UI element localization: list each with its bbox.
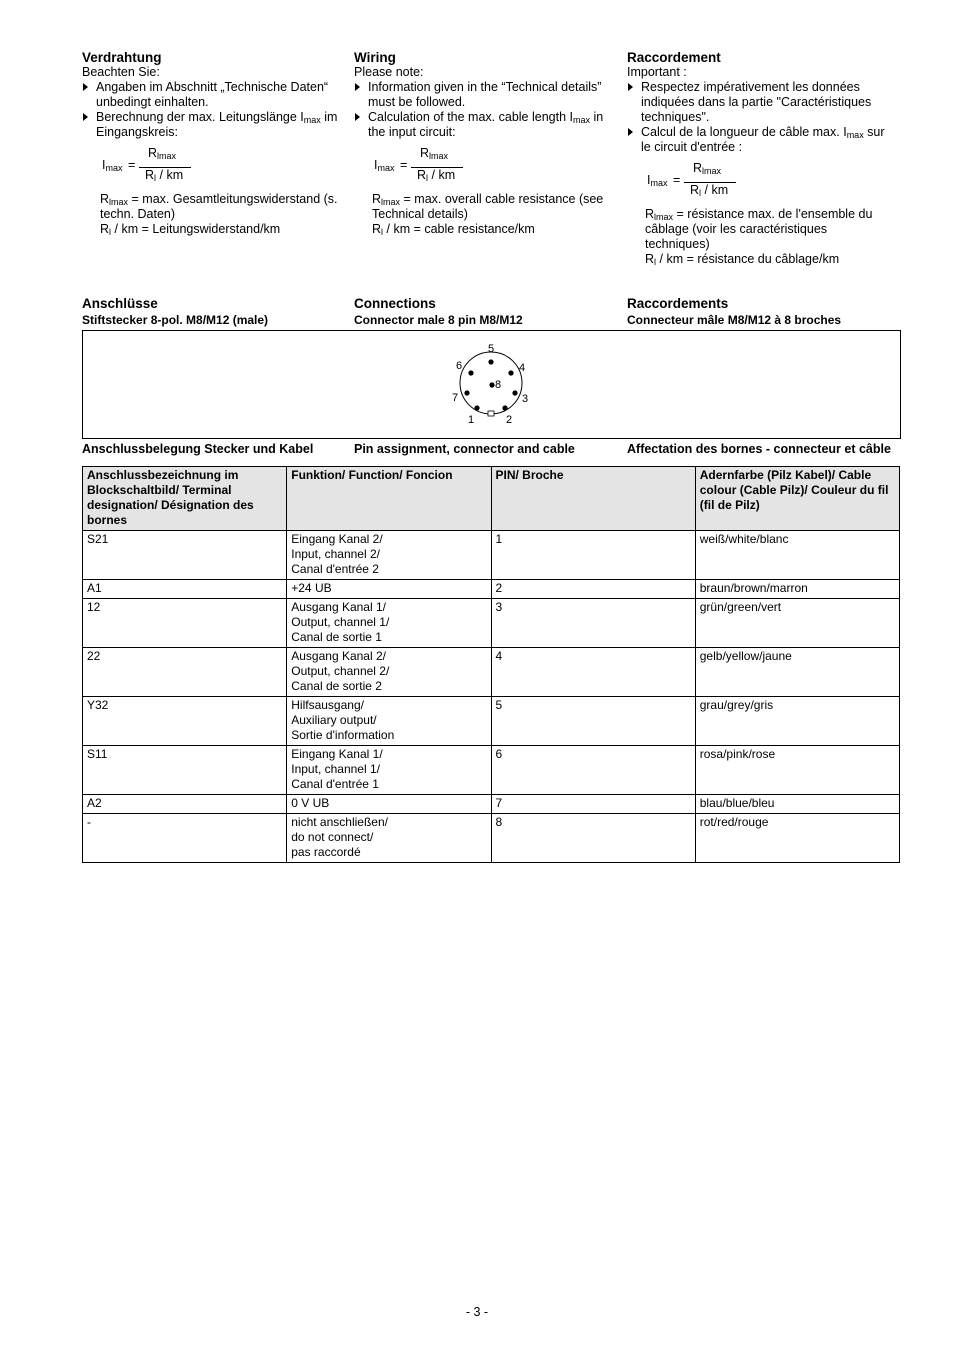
formula: $I_{max}$ = $R_{lmax}$ $R_l$ / km [82, 146, 340, 192]
cell-function: Ausgang Kanal 1/ Output, channel 1/ Canal de sortie 1 [287, 599, 491, 648]
cell-colour: weiß/white/blanc [695, 531, 899, 580]
table-row [83, 746, 900, 795]
wiring-column-fr [627, 50, 885, 267]
pin-label-7: 7 [452, 392, 459, 404]
pin-label-1: 1 [468, 414, 475, 426]
cell-function: Eingang Kanal 1/ Input, channel 1/ Canal d'entrée 1 [287, 746, 491, 795]
pin-assignment-table [82, 466, 900, 863]
table-row [83, 599, 900, 648]
caption-de: Anschlussbelegung Stecker und Kabel [82, 442, 314, 456]
cell-terminal: 22 [83, 648, 287, 697]
column-header-colour: Adernfarbe (Pilz Kabel)/ Cable colour (Cable Pilz)/ Couleur du fil (fil de Pilz) [695, 467, 899, 531]
list-item: Calculation of the max. cable length $I_{max}$ in the input circuit: [354, 110, 612, 140]
cell-terminal: - [83, 814, 287, 863]
pin-1 [474, 405, 479, 410]
cell-pin: 8 [491, 814, 695, 863]
note: Please note: [354, 65, 424, 79]
pin-label-6: 6 [456, 360, 463, 372]
cell-pin: 4 [491, 648, 695, 697]
table-row [83, 531, 900, 580]
pin-label-3: 3 [522, 393, 529, 405]
cell-terminal: S11 [83, 746, 287, 795]
definitions: $R_{lmax}$ = résistance max. de l'ensemble du câblage (voir les caractéristiques techniques) $R_l$ / km = résistance du câblage/km [645, 207, 873, 267]
pin-7 [464, 390, 469, 395]
table-row [83, 814, 900, 863]
cell-function: Eingang Kanal 2/ Input, channel 2/ Canal d'entrée 2 [287, 531, 491, 580]
connections-header-en: Connections Connector male 8 pin M8/M12 [354, 296, 523, 327]
list-item: Respectez impérativement les données indiquées dans la partie "Caractéristiques techniques". [627, 80, 885, 125]
section-title: Raccordement [627, 50, 721, 65]
list-item: Information given in the “Technical details” must be followed. [354, 80, 612, 110]
cell-function: +24 UB [287, 580, 491, 599]
cell-colour: rot/red/rouge [695, 814, 899, 863]
bullet-arrow-icon [628, 83, 633, 91]
page-number: - 3 - [465, 1305, 489, 1319]
cell-pin: 6 [491, 746, 695, 795]
bullet-arrow-icon [355, 113, 360, 121]
pin-3 [512, 390, 517, 395]
connector-key [488, 411, 494, 416]
pin-8 [489, 382, 494, 387]
cell-pin: 2 [491, 580, 695, 599]
cell-pin: 3 [491, 599, 695, 648]
cell-colour: rosa/pink/rose [695, 746, 899, 795]
cell-function: nicht anschließen/ do not connect/ pas raccordé [287, 814, 491, 863]
column-header-terminal: Anschlussbezeichnung im Blockschaltbild/ Terminal designation/ Désignation des bornes [83, 467, 287, 531]
cell-pin: 5 [491, 697, 695, 746]
list-item: Angaben im Abschnitt „Technische Daten“ unbedingt einhalten. [82, 80, 340, 110]
definitions: $R_{lmax} = \max$. Gesamtleitungswiderstand (s. techn. Daten) $R_l$ / km = Leitungswiderstand/km [100, 192, 338, 237]
cell-terminal: S21 [83, 531, 287, 580]
column-header-pin: PIN/ Broche [491, 467, 695, 531]
cell-colour: grau/grey/gris [695, 697, 899, 746]
note: Beachten Sie: [82, 65, 160, 79]
pin-6 [468, 370, 473, 375]
connections-header-fr: Raccordements Connecteur mâle M8/M12 à 8 broches [627, 296, 842, 327]
cell-terminal: Y32 [83, 697, 287, 746]
section-title: Verdrahtung [82, 50, 162, 65]
list-item: Calcul de la longueur de câble max. $I_{max}$ sur le circuit d'entrée : [627, 125, 885, 155]
cell-colour: braun/brown/marron [695, 580, 899, 599]
bullet-arrow-icon [628, 128, 633, 136]
cell-terminal: A1 [83, 580, 287, 599]
cell-pin: 1 [491, 531, 695, 580]
cell-function: Hilfsausgang/ Auxiliary output/ Sortie d'information [287, 697, 491, 746]
caption-fr: Affectation des bornes - connecteur et câble [627, 442, 891, 456]
cell-terminal: 12 [83, 599, 287, 648]
cell-colour: gelb/yellow/jaune [695, 648, 899, 697]
formula: $I_{max}$ = $R_{lmax}$ $R_l$ / km [627, 161, 885, 207]
pin-4 [508, 370, 513, 375]
table-row [83, 697, 900, 746]
wiring-column-de [82, 50, 340, 237]
formula: $I_{max}$ = $R_{lmax}$ $R_l$ / km [354, 146, 612, 192]
pin-label-5: 5 [488, 343, 495, 355]
pin-5 [488, 359, 493, 364]
cell-colour: blau/blue/bleu [695, 795, 899, 814]
cell-function: 0 V UB [287, 795, 491, 814]
connector-pinout-svg [83, 331, 900, 438]
connector-diagram [82, 330, 901, 439]
table-row [83, 795, 900, 814]
caption-en: Pin assignment, connector and cable [354, 442, 575, 456]
cell-terminal: A2 [83, 795, 287, 814]
bullet-arrow-icon [355, 83, 360, 91]
pin-label-2: 2 [506, 414, 513, 426]
bullet-arrow-icon [83, 113, 88, 121]
cell-function: Ausgang Kanal 2/ Output, channel 2/ Canal de sortie 2 [287, 648, 491, 697]
definitions: $R_{lmax} = \max$. overall cable resistance (see Technical details) $R_l$ / km = cable resistance/km [372, 192, 604, 237]
column-header-function: Funktion/ Function/ Foncion [287, 467, 491, 531]
table-header-row [83, 467, 900, 531]
table-row [83, 580, 900, 599]
note: Important : [627, 65, 687, 79]
pin-2 [502, 405, 507, 410]
section-title: Wiring [354, 50, 396, 65]
cell-pin: 7 [491, 795, 695, 814]
pin-label-4: 4 [519, 362, 526, 374]
list-item: Berechnung der max. Leitungslänge $I_{max}$ im Eingangskreis: [82, 110, 340, 140]
cell-colour: grün/green/vert [695, 599, 899, 648]
pin-label-8: 8 [495, 379, 502, 391]
bullet-arrow-icon [83, 83, 88, 91]
connections-header-de: Anschlüsse Stiftstecker 8-pol. M8/M12 (male) [82, 296, 269, 327]
wiring-column-en [354, 50, 612, 237]
table-row [83, 648, 900, 697]
